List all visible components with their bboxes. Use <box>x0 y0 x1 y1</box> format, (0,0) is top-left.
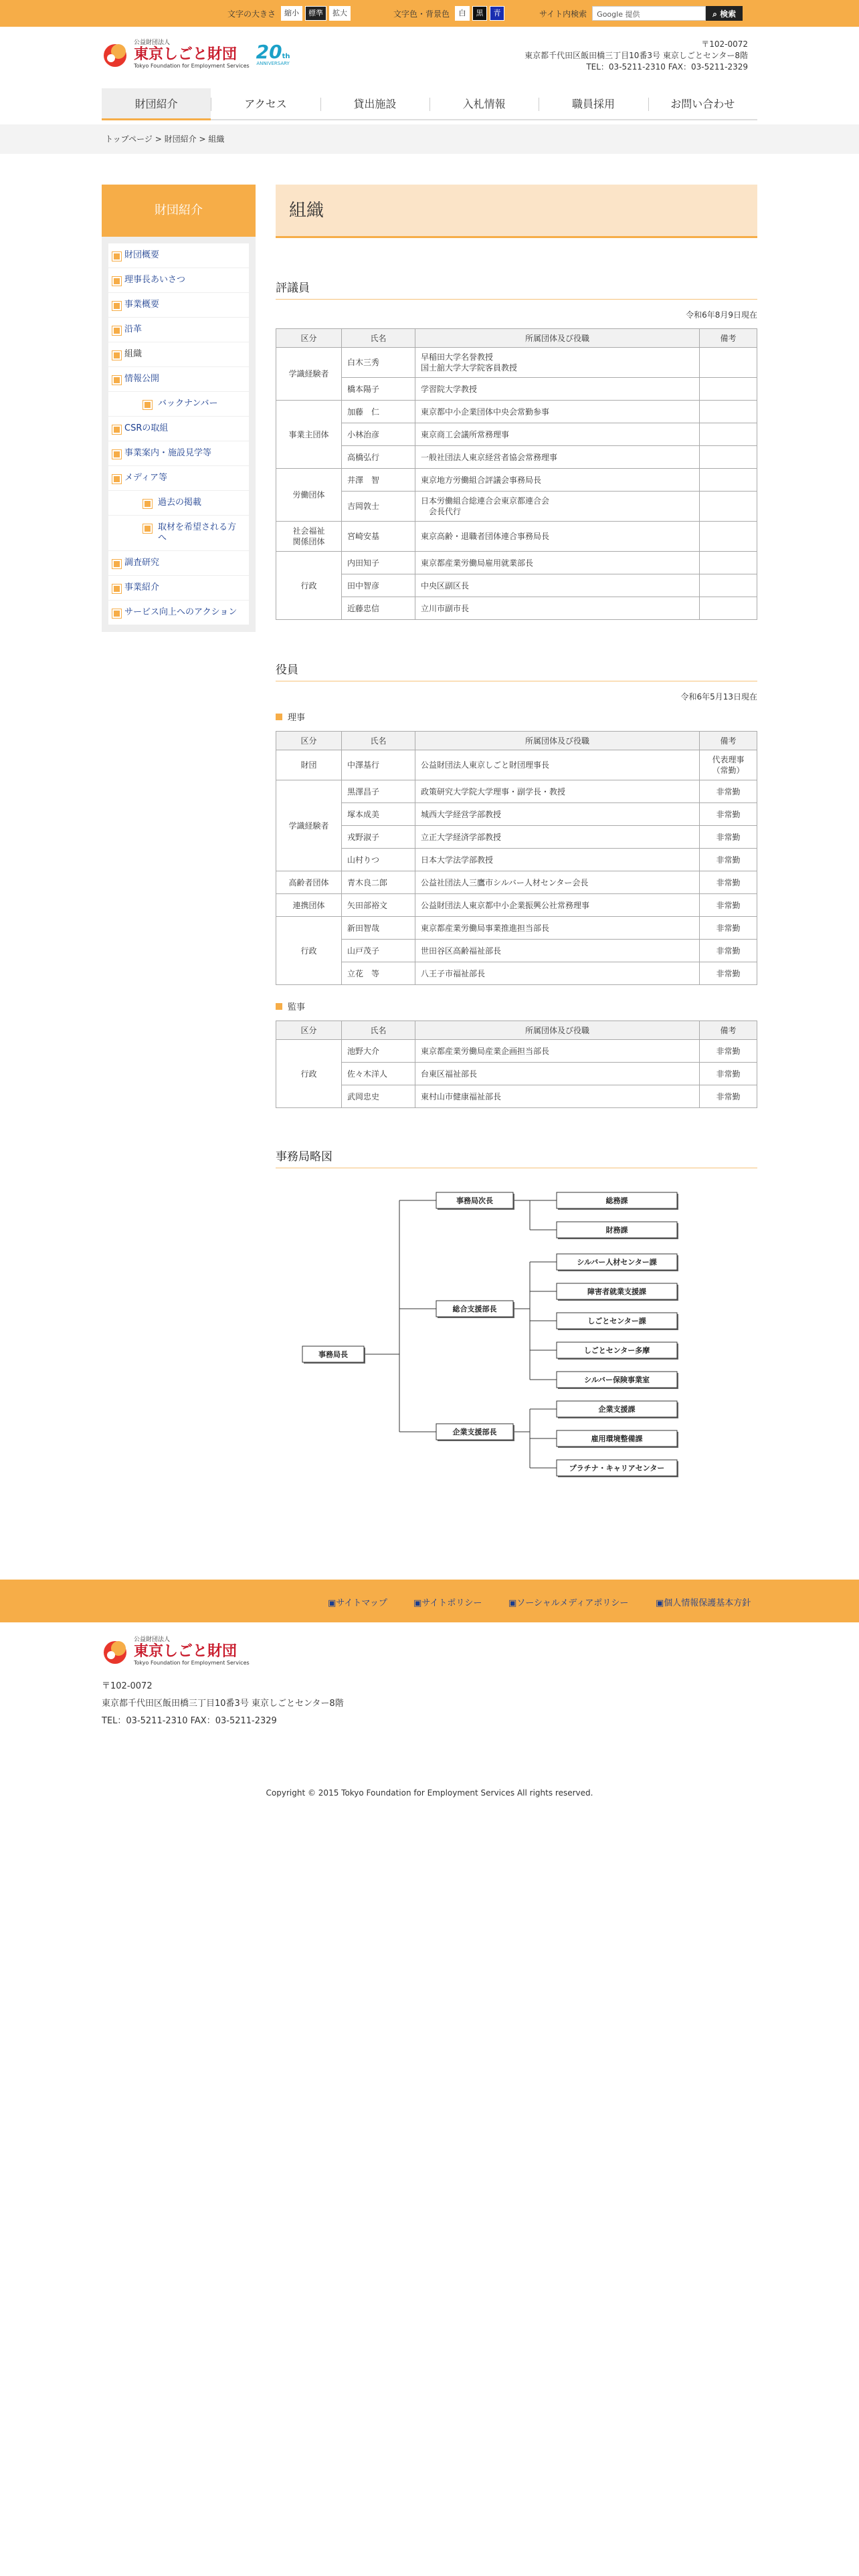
table-row <box>276 917 757 940</box>
nav-facilities[interactable]: 貸出施設 <box>320 88 430 120</box>
category-cell: 高齢者団体 <box>276 871 342 894</box>
column-header: 備考 <box>700 732 757 750</box>
copyright: Copyright © 2015 Tokyo Foundation for Employment Services All rights reserved. <box>266 1788 593 1798</box>
search-label: サイト内検索 <box>539 9 587 19</box>
sidebar-item-organization[interactable]: 組織 <box>108 342 249 367</box>
anniversary-badge: 20th ANNIVERSARY <box>256 41 290 66</box>
affiliation-cell: 一般社団法人東京経営者協会常務理事 <box>415 446 700 469</box>
name-cell: 橋本陽子 <box>342 378 415 401</box>
note-cell <box>700 446 757 469</box>
box-label: 総務課 <box>605 1196 628 1205</box>
affiliation-cell: 政策研究大学院大学理事・副学長・教授 <box>415 780 700 803</box>
name-cell: 白木三秀 <box>342 348 415 378</box>
footer-logo[interactable]: 公益財団法人 東京しごと財団 Tokyo Foundation for Employment Services <box>102 1637 344 1666</box>
column-header: 区分 <box>276 329 342 348</box>
officers-as-of: 令和6年5月13日現在 <box>680 692 757 702</box>
note-cell <box>700 597 757 620</box>
affiliation-cell: 早稲田大学名誉教授 国士舘大学大学院客員教授 <box>415 348 700 378</box>
councilors-body <box>276 348 757 620</box>
box-label: 事務局次長 <box>456 1196 493 1205</box>
org-box-deputy <box>436 1192 514 1210</box>
box-label: しごとセンター多摩 <box>583 1346 650 1355</box>
affiliation-cell: 公益財団法人東京しごと財団理事長 <box>415 750 700 780</box>
table-row <box>276 894 757 917</box>
affiliation-cell: 東村山市健康福祉部長 <box>415 1085 700 1108</box>
font-size-label: 文字の大きさ <box>227 9 276 19</box>
auditors-table <box>276 1021 757 1108</box>
name-cell: 塚本成美 <box>342 803 415 826</box>
name-cell: 立花 等 <box>342 962 415 985</box>
org-box-unit <box>557 1254 678 1271</box>
breadcrumb-home[interactable]: トップページ <box>105 134 153 144</box>
search-button[interactable]: ⌕ 検索 <box>706 6 743 21</box>
org-box-root <box>302 1346 365 1364</box>
name-cell: 小林治彦 <box>342 423 415 446</box>
sidebar-item-service-action[interactable]: サービス向上へのアクション <box>108 601 249 625</box>
directors-table <box>276 731 757 985</box>
table-row <box>276 1085 757 1108</box>
column-header: 所属団体及び役職 <box>415 1021 700 1040</box>
note-cell <box>700 348 757 378</box>
nav-about[interactable]: 財団紹介 <box>102 88 211 120</box>
sidebar-item-business-intro[interactable]: 事業紹介 <box>108 576 249 601</box>
box-label: 事務局長 <box>318 1350 348 1359</box>
affiliation-cell: 東京都中小企業団体中央会常勤参事 <box>415 401 700 423</box>
org-box-unit <box>557 1222 678 1239</box>
color-black-button[interactable]: 黒 <box>472 6 487 21</box>
note-cell <box>700 552 757 574</box>
councilors-table <box>276 328 757 620</box>
table-row <box>276 780 757 803</box>
note-cell: 代表理事 （常勤） <box>700 750 757 780</box>
box-label: 障害者就業支援課 <box>587 1287 646 1296</box>
table-row <box>276 446 757 469</box>
note-cell <box>700 378 757 401</box>
global-nav <box>102 88 757 120</box>
name-cell: 黒澤昌子 <box>342 780 415 803</box>
note-cell: 非常勤 <box>700 1040 757 1063</box>
sidebar-item-business[interactable]: 事業概要 <box>108 293 249 318</box>
org-box-division <box>436 1301 514 1318</box>
site-footer <box>102 1637 344 1730</box>
color-blue-button[interactable]: 青 <box>490 6 504 21</box>
affiliation-cell: 東京都産業労働局雇用就業部長 <box>415 552 700 574</box>
table-row <box>276 492 757 522</box>
org-box-unit <box>557 1430 678 1448</box>
sidebar-item-research[interactable]: 調査研究 <box>108 551 249 576</box>
sidebar-item-media[interactable]: メディア等 <box>108 466 249 491</box>
table-row <box>276 552 757 574</box>
logo-mark-icon <box>102 41 130 69</box>
box-label: プラチナ・キャリアセンター <box>569 1464 665 1473</box>
category-cell: 連携団体 <box>276 894 342 917</box>
org-box-unit <box>557 1342 678 1360</box>
name-cell: 青木良二郎 <box>342 871 415 894</box>
column-header: 区分 <box>276 732 342 750</box>
box-label: 財務課 <box>605 1226 628 1235</box>
footer-link-policy[interactable]: ▣サイトポリシー <box>413 1598 482 1608</box>
name-cell: 戎野淑子 <box>342 826 415 849</box>
table-row <box>276 522 757 552</box>
footer-links <box>0 1580 859 1622</box>
sidebar-item-backnumber[interactable]: バックナンバー <box>108 392 249 417</box>
breadcrumb-about[interactable]: 財団紹介 <box>164 134 197 144</box>
link-arrow-icon: ▣ <box>328 1598 337 1608</box>
table-row <box>276 871 757 894</box>
note-cell <box>700 401 757 423</box>
box-label: 雇用環境整備課 <box>591 1434 643 1443</box>
affiliation-cell: 公益財団法人東京都中小企業振興公社常務理事 <box>415 894 700 917</box>
org-name: 東京しごと財団 <box>134 46 237 63</box>
auditors-body <box>276 1040 757 1108</box>
column-header: 備考 <box>700 329 757 348</box>
category-cell: 社会福祉 関係団体 <box>276 522 342 552</box>
org-box-unit <box>557 1460 678 1477</box>
note-cell <box>700 522 757 552</box>
column-header: 所属団体及び役職 <box>415 732 700 750</box>
sidebar-item-disclosure[interactable]: 情報公開 <box>108 367 249 392</box>
councilors-as-of: 令和6年8月9日現在 <box>686 310 757 320</box>
category-cell: 行政 <box>276 552 342 620</box>
affiliation-cell: 中央区副区長 <box>415 574 700 597</box>
directors-heading: 理事 <box>276 710 757 723</box>
nav-recruit[interactable]: 職員採用 <box>539 88 648 120</box>
note-cell: 非常勤 <box>700 826 757 849</box>
site-search <box>539 6 743 21</box>
search-input[interactable]: Google 提供 <box>592 6 706 21</box>
orgchart-heading: 事務局略図 <box>276 1147 757 1168</box>
table-row <box>276 1063 757 1085</box>
category-cell: 学識経験者 <box>276 780 342 871</box>
affiliation-cell: 東京商工会議所常務理事 <box>415 423 700 446</box>
box-label: シルバー保険事業室 <box>584 1376 650 1384</box>
table-row <box>276 849 757 871</box>
header-address: 〒102-0072 東京都千代田区飯田橋三丁目10番3号 東京しごとセンター8階 TEL：03-5211-2310 FAX：03-5211-2329 <box>524 39 748 72</box>
name-cell: 田中智彦 <box>342 574 415 597</box>
name-cell: 吉岡敦士 <box>342 492 415 522</box>
sidebar-menu <box>108 243 249 625</box>
org-box-division <box>436 1424 514 1441</box>
category-cell: 労働団体 <box>276 469 342 522</box>
note-cell: 非常勤 <box>700 803 757 826</box>
color-control <box>393 6 504 21</box>
category-cell: 事業主団体 <box>276 401 342 469</box>
nav-contact[interactable]: お問い合わせ <box>648 88 757 120</box>
sidebar-title: 財団紹介 <box>102 185 256 237</box>
affiliation-cell: 学習院大学教授 <box>415 378 700 401</box>
note-cell <box>700 574 757 597</box>
affiliation-cell: 日本大学法学部教授 <box>415 849 700 871</box>
nav-access[interactable]: アクセス <box>211 88 320 120</box>
column-header: 所属団体及び役職 <box>415 329 700 348</box>
sidebar <box>102 185 256 632</box>
name-cell: 佐々木洋人 <box>342 1063 415 1085</box>
page-title: 組織 <box>276 185 757 238</box>
footer-link-social[interactable]: ▣ソーシャルメディアポリシー <box>508 1598 629 1608</box>
link-arrow-icon: ▣ <box>413 1598 422 1608</box>
nav-bids[interactable]: 入札情報 <box>430 88 539 120</box>
affiliation-cell: 東京都産業労働局事業推進担当部長 <box>415 917 700 940</box>
name-cell: 井澤 智 <box>342 469 415 492</box>
note-cell: 非常勤 <box>700 1085 757 1108</box>
note-cell: 非常勤 <box>700 849 757 871</box>
column-header: 氏名 <box>342 732 415 750</box>
column-header: 備考 <box>700 1021 757 1040</box>
affiliation-cell: 八王子市福祉部長 <box>415 962 700 985</box>
name-cell: 山戸茂子 <box>342 940 415 962</box>
box-label: 総合支援部長 <box>452 1305 497 1313</box>
affiliation-cell: 立川市副市長 <box>415 597 700 620</box>
affiliation-cell: 立正大学経済学部教授 <box>415 826 700 849</box>
font-size-small-button[interactable]: 縮小 <box>281 6 302 21</box>
logo-mark-icon <box>102 1638 130 1666</box>
category-cell: 行政 <box>276 917 342 985</box>
color-label: 文字色・背景色 <box>393 9 450 19</box>
sidebar-item-history[interactable]: 沿革 <box>108 318 249 342</box>
name-cell: 武岡忠史 <box>342 1085 415 1108</box>
councilors-heading: 評議員 <box>276 278 757 300</box>
note-cell: 非常勤 <box>700 780 757 803</box>
note-cell: 非常勤 <box>700 871 757 894</box>
auditors-heading: 監事 <box>276 1000 757 1012</box>
name-cell: 中澤基行 <box>342 750 415 780</box>
footer-address: 東京都千代田区飯田橋三丁目10番3号 東京しごとセンター8階 <box>102 1699 344 1709</box>
note-cell: 非常勤 <box>700 962 757 985</box>
breadcrumb: トップページ > 財団紹介 > 組織 <box>0 124 859 154</box>
site-logo[interactable] <box>102 40 290 69</box>
footer-link-privacy[interactable]: ▣個人情報保護基本方針 <box>656 1598 751 1608</box>
category-cell: 学識経験者 <box>276 348 342 401</box>
note-cell: 非常勤 <box>700 894 757 917</box>
note-cell: 非常勤 <box>700 940 757 962</box>
name-cell: 高橋弘行 <box>342 446 415 469</box>
name-cell: 内田知子 <box>342 552 415 574</box>
table-row <box>276 1040 757 1063</box>
sidebar-item-past-media[interactable]: 過去の掲載 <box>108 491 249 516</box>
category-cell: 財団 <box>276 750 342 780</box>
table-row <box>276 469 757 492</box>
name-cell: 池野大介 <box>342 1040 415 1063</box>
sidebar-item-csr[interactable]: CSRの取組 <box>108 417 249 441</box>
officers-heading: 役員 <box>276 660 757 681</box>
table-row <box>276 597 757 620</box>
font-size-large-button[interactable]: 拡大 <box>329 6 351 21</box>
affiliation-cell: 公益社団法人三鷹市シルバー人材センター会長 <box>415 871 700 894</box>
name-cell: 加藤 仁 <box>342 401 415 423</box>
org-box-unit <box>557 1401 678 1418</box>
table-row <box>276 803 757 826</box>
affiliation-cell: 東京都産業労働局産業企画担当部長 <box>415 1040 700 1063</box>
font-size-standard-button[interactable]: 標準 <box>305 6 326 21</box>
table-row <box>276 574 757 597</box>
name-cell: 山村りつ <box>342 849 415 871</box>
search-icon: ⌕ <box>712 9 717 19</box>
color-white-button[interactable]: 白 <box>455 6 470 21</box>
table-row <box>276 750 757 780</box>
sidebar-item-greeting[interactable]: 理事長あいさつ <box>108 268 249 293</box>
sidebar-item-overview[interactable]: 財団概要 <box>108 243 249 268</box>
site-header <box>0 27 859 88</box>
table-row <box>276 826 757 849</box>
box-label: しごとセンター課 <box>587 1317 646 1325</box>
directors-body <box>276 750 757 985</box>
column-header: 区分 <box>276 1021 342 1040</box>
table-row <box>276 423 757 446</box>
sidebar-item-tour[interactable]: 事業案内・施設見学等 <box>108 441 249 466</box>
affiliation-cell: 東京地方労働組合評議会事務局長 <box>415 469 700 492</box>
note-cell <box>700 469 757 492</box>
link-arrow-icon: ▣ <box>508 1598 517 1608</box>
org-name-en: Tokyo Foundation for Employment Services <box>134 63 250 69</box>
column-header: 氏名 <box>342 1021 415 1040</box>
note-cell: 非常勤 <box>700 1063 757 1085</box>
box-label: 企業支援課 <box>598 1405 636 1414</box>
note-cell: 非常勤 <box>700 917 757 940</box>
name-cell: 近藤忠信 <box>342 597 415 620</box>
affiliation-cell: 城西大学経営学部教授 <box>415 803 700 826</box>
sidebar-item-press[interactable]: 取材を希望される方へ <box>108 516 249 551</box>
org-chart <box>276 1175 757 1489</box>
table-row <box>276 401 757 423</box>
note-cell <box>700 492 757 522</box>
font-size-control <box>227 6 351 21</box>
utility-bar <box>0 0 859 27</box>
main-content <box>276 185 757 1492</box>
table-row <box>276 378 757 401</box>
footer-tel: TEL：03-5211-2310 FAX：03-5211-2329 <box>102 1716 277 1726</box>
org-box-unit <box>557 1313 678 1330</box>
note-cell <box>700 423 757 446</box>
org-box-unit <box>557 1283 678 1301</box>
column-header: 氏名 <box>342 329 415 348</box>
box-label: シルバー人材センター課 <box>577 1258 657 1267</box>
name-cell: 宮崎安基 <box>342 522 415 552</box>
affiliation-cell: 世田谷区高齢福祉部長 <box>415 940 700 962</box>
footer-link-sitemap[interactable]: ▣サイトマップ <box>328 1598 387 1608</box>
link-arrow-icon: ▣ <box>656 1598 664 1608</box>
org-box-unit <box>557 1192 678 1210</box>
affiliation-cell: 日本労働組合総連合会東京都連合会 会長代行 <box>415 492 700 522</box>
box-label: 企業支援部長 <box>452 1428 497 1436</box>
org-box-unit <box>557 1372 678 1389</box>
footer-postal: 〒102-0072 <box>102 1681 153 1691</box>
table-row <box>276 940 757 962</box>
affiliation-cell: 東京高齢・退職者団体連合事務局長 <box>415 522 700 552</box>
breadcrumb-current: 組織 <box>208 134 225 144</box>
name-cell: 新田智哉 <box>342 917 415 940</box>
name-cell: 矢田部裕文 <box>342 894 415 917</box>
table-row <box>276 348 757 378</box>
category-cell: 行政 <box>276 1040 342 1108</box>
org-type: 公益財団法人 <box>134 39 171 46</box>
affiliation-cell: 台東区福祉部長 <box>415 1063 700 1085</box>
table-row <box>276 962 757 985</box>
